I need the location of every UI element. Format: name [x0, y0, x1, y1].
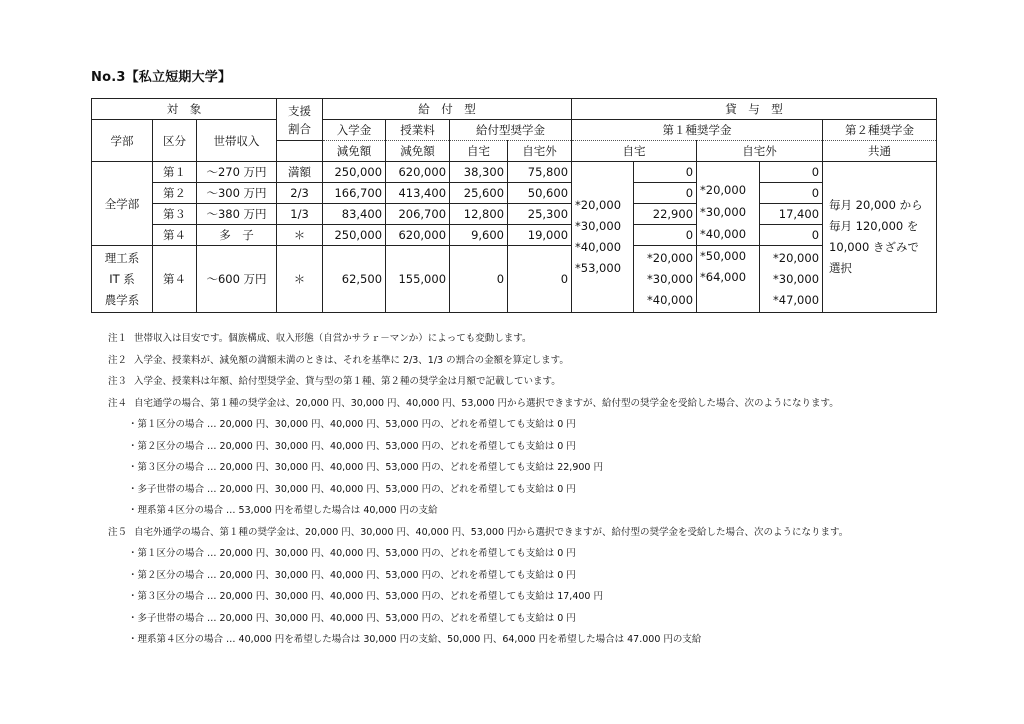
note-subline: ・理系第４区分の場合 … 40,000 円を希望した場合は 30,000 円の支給、50,000 円、64,000 円を希望した場合は 47.000 円の支給: [128, 634, 702, 645]
jitakugai-cell: 75,800: [508, 162, 572, 183]
jitaku-cell: 25,600: [450, 183, 508, 204]
kubun-cell: 第４: [153, 225, 197, 246]
table-row: [92, 162, 937, 183]
header-kyufu: 給 付 型: [323, 99, 572, 120]
gakubu-all: 全学部: [92, 162, 153, 246]
jugyo-cell: 620,000: [386, 162, 450, 183]
dai2-common: 毎月 20,000 から 毎月 120,000 を 10,000 きざみで 選択: [823, 162, 937, 313]
header-setai: 世帯収入: [197, 120, 277, 162]
setai-cell: 〜300 万円: [197, 183, 277, 204]
kubun-cell: 第４: [153, 246, 197, 313]
header-nyugaku: 入学金: [323, 120, 386, 141]
header-row-1: [92, 99, 937, 120]
dai1-gai-options-2: *50,000 *64,000: [697, 246, 760, 313]
jugyo-cell: 620,000: [386, 225, 450, 246]
note-subline: ・多子世帯の場合 … 20,000 円、30,000 円、40,000 円、53,000 円の、どれを希望しても支給は 0 円: [128, 483, 576, 495]
notes-section: [108, 328, 988, 651]
dai1-gai-cell: 0: [760, 225, 823, 246]
dai1-gai-cell: 17,400: [760, 204, 823, 225]
jitaku-cell: 0: [450, 246, 508, 313]
gakubu-rikei: 理工系 IT 系 農学系: [92, 246, 153, 313]
note-subline: ・多子世帯の場合 … 20,000 円、30,000 円、40,000 円、53,000 円の、どれを希望しても支給は 0 円: [128, 612, 576, 624]
header-jugyo-genmen: 減免額: [386, 141, 450, 162]
table-row-rikei: [92, 246, 937, 313]
wariai-cell: 2/3: [277, 183, 323, 204]
kubun-cell: 第２: [153, 183, 197, 204]
jitaku-cell: 12,800: [450, 204, 508, 225]
note-line: 注１ 世帯収入は目安です。個族構成、収入形態（自営かサラｒ－マンか）によっても変動します。: [108, 333, 532, 344]
nyugaku-cell: 62,500: [323, 246, 386, 313]
header-dai1-jitakugai: 自宅外: [697, 141, 823, 162]
dai1-jitaku-cell: 0: [634, 225, 697, 246]
note-subline: ・第２区分の場合 … 20,000 円、30,000 円、40,000 円、53,000 円の、どれを希望しても支給は 0 円: [128, 569, 576, 581]
header-shien-blank: [277, 141, 323, 162]
note-line: 注３ 入学金、授業料は年額、給付型奨学金、貸与型の第１種、第２種の奨学金は月額で記載しています。: [108, 376, 561, 387]
note-subline: ・第３区分の場合 … 20,000 円、30,000 円、40,000 円、53,000 円の、どれを希望しても支給は 17,400 円: [128, 591, 603, 602]
dai1-jitaku-options: *20,000 *30,000 *40,000 *53,000: [572, 162, 634, 313]
nyugaku-cell: 250,000: [323, 225, 386, 246]
jugyo-cell: 206,700: [386, 204, 450, 225]
header-dai1-jitaku: 自宅: [572, 141, 697, 162]
header-taisho: 対 象: [92, 99, 277, 120]
dai1-gai-cell: 0: [760, 183, 823, 204]
dai1-jitaku-cell: 0: [634, 183, 697, 204]
note-subline: ・第１区分の場合 … 20,000 円、30,000 円、40,000 円、53,000 円の、どれを希望しても支給は 0 円: [128, 419, 576, 430]
header-kyufu-shogaku: 給付型奨学金: [450, 120, 572, 141]
table-row: [92, 204, 937, 225]
note-subline: ・第３区分の場合 … 20,000 円、30,000 円、40,000 円、53,000 円の、どれを希望しても支給は 22,900 円: [128, 462, 603, 473]
wariai-cell: ＊: [277, 246, 323, 313]
dai1-jitaku-cell: 0: [634, 162, 697, 183]
table-row: [92, 225, 937, 246]
dai1-jitaku-cell: 22,900: [634, 204, 697, 225]
jitaku-cell: 9,600: [450, 225, 508, 246]
setai-cell: 多 子: [197, 225, 277, 246]
jugyo-cell: 155,000: [386, 246, 450, 313]
note-subline: ・第２区分の場合 … 20,000 円、30,000 円、40,000 円、53,000 円の、どれを希望しても支給は 0 円: [128, 440, 576, 452]
header-taiyo: 貸 与 型: [572, 99, 937, 120]
nyugaku-cell: 83,400: [323, 204, 386, 225]
nyugaku-cell: 250,000: [323, 162, 386, 183]
note-line: 注５ 自宅外通学の場合、第１種の奨学金は、20,000 円、30,000 円、40,000 円、53,000 円から選択できますが、給付型の奨学金を受給した場合、次のようになります。: [108, 526, 849, 538]
setai-cell: 〜600 万円: [197, 246, 277, 313]
jitakugai-cell: 50,600: [508, 183, 572, 204]
note-line: 注２ 入学金、授業料が、減免額の満額未満のときは、それを基準に 2/3、1/3 の割合の金額を算定します。: [108, 354, 569, 366]
note-subline: ・理系第４区分の場合 … 53,000 円を希望した場合は 40,000 円の支給: [128, 505, 438, 516]
header-jitakugai: 自宅外: [508, 141, 572, 162]
note-subline: ・第１区分の場合 … 20,000 円、30,000 円、40,000 円、53,000 円の、どれを希望しても支給は 0 円: [128, 548, 576, 559]
wariai-cell: 満額: [277, 162, 323, 183]
note-line: 注４ 自宅通学の場合、第１種の奨学金は、20,000 円、30,000 円、40,000 円、53,000 円から選択できますが、給付型の奨学金を受給した場合、次のようになります。: [108, 397, 839, 409]
header-kyotsu: 共通: [823, 141, 937, 162]
header-dai1: 第１種奨学金: [572, 120, 823, 141]
wariai-cell: 1/3: [277, 204, 323, 225]
jugyo-cell: 413,400: [386, 183, 450, 204]
page-title: No.3【私立短期大学】: [91, 70, 232, 85]
dai1-gai-rikei: *20,000 *30,000 *47,000: [760, 246, 823, 313]
jitakugai-cell: 19,000: [508, 225, 572, 246]
header-jitaku: 自宅: [450, 141, 508, 162]
jitakugai-cell: 25,300: [508, 204, 572, 225]
header-nyugaku-genmen: 減免額: [323, 141, 386, 162]
jitaku-cell: 38,300: [450, 162, 508, 183]
table-row: [92, 183, 937, 204]
scholarship-table: [91, 98, 937, 313]
header-jugyo: 授業料: [386, 120, 450, 141]
header-row-2: [92, 120, 937, 141]
dai1-gai-cell: 0: [760, 162, 823, 183]
jitakugai-cell: 0: [508, 246, 572, 313]
kubun-cell: 第１: [153, 162, 197, 183]
wariai-cell: ＊: [277, 225, 323, 246]
header-kubun: 区分: [153, 120, 197, 162]
kubun-cell: 第３: [153, 204, 197, 225]
setai-cell: 〜380 万円: [197, 204, 277, 225]
nyugaku-cell: 166,700: [323, 183, 386, 204]
dai1-gai-options: *20,000 *30,000 *40,000: [697, 162, 760, 246]
setai-cell: 〜270 万円: [197, 162, 277, 183]
dai1-jitaku-rikei: *20,000 *30,000 *40,000: [634, 246, 697, 313]
header-shien: 支援 割合: [277, 99, 323, 141]
header-gakubu: 学部: [92, 120, 153, 162]
header-dai2: 第２種奨学金: [823, 120, 937, 141]
